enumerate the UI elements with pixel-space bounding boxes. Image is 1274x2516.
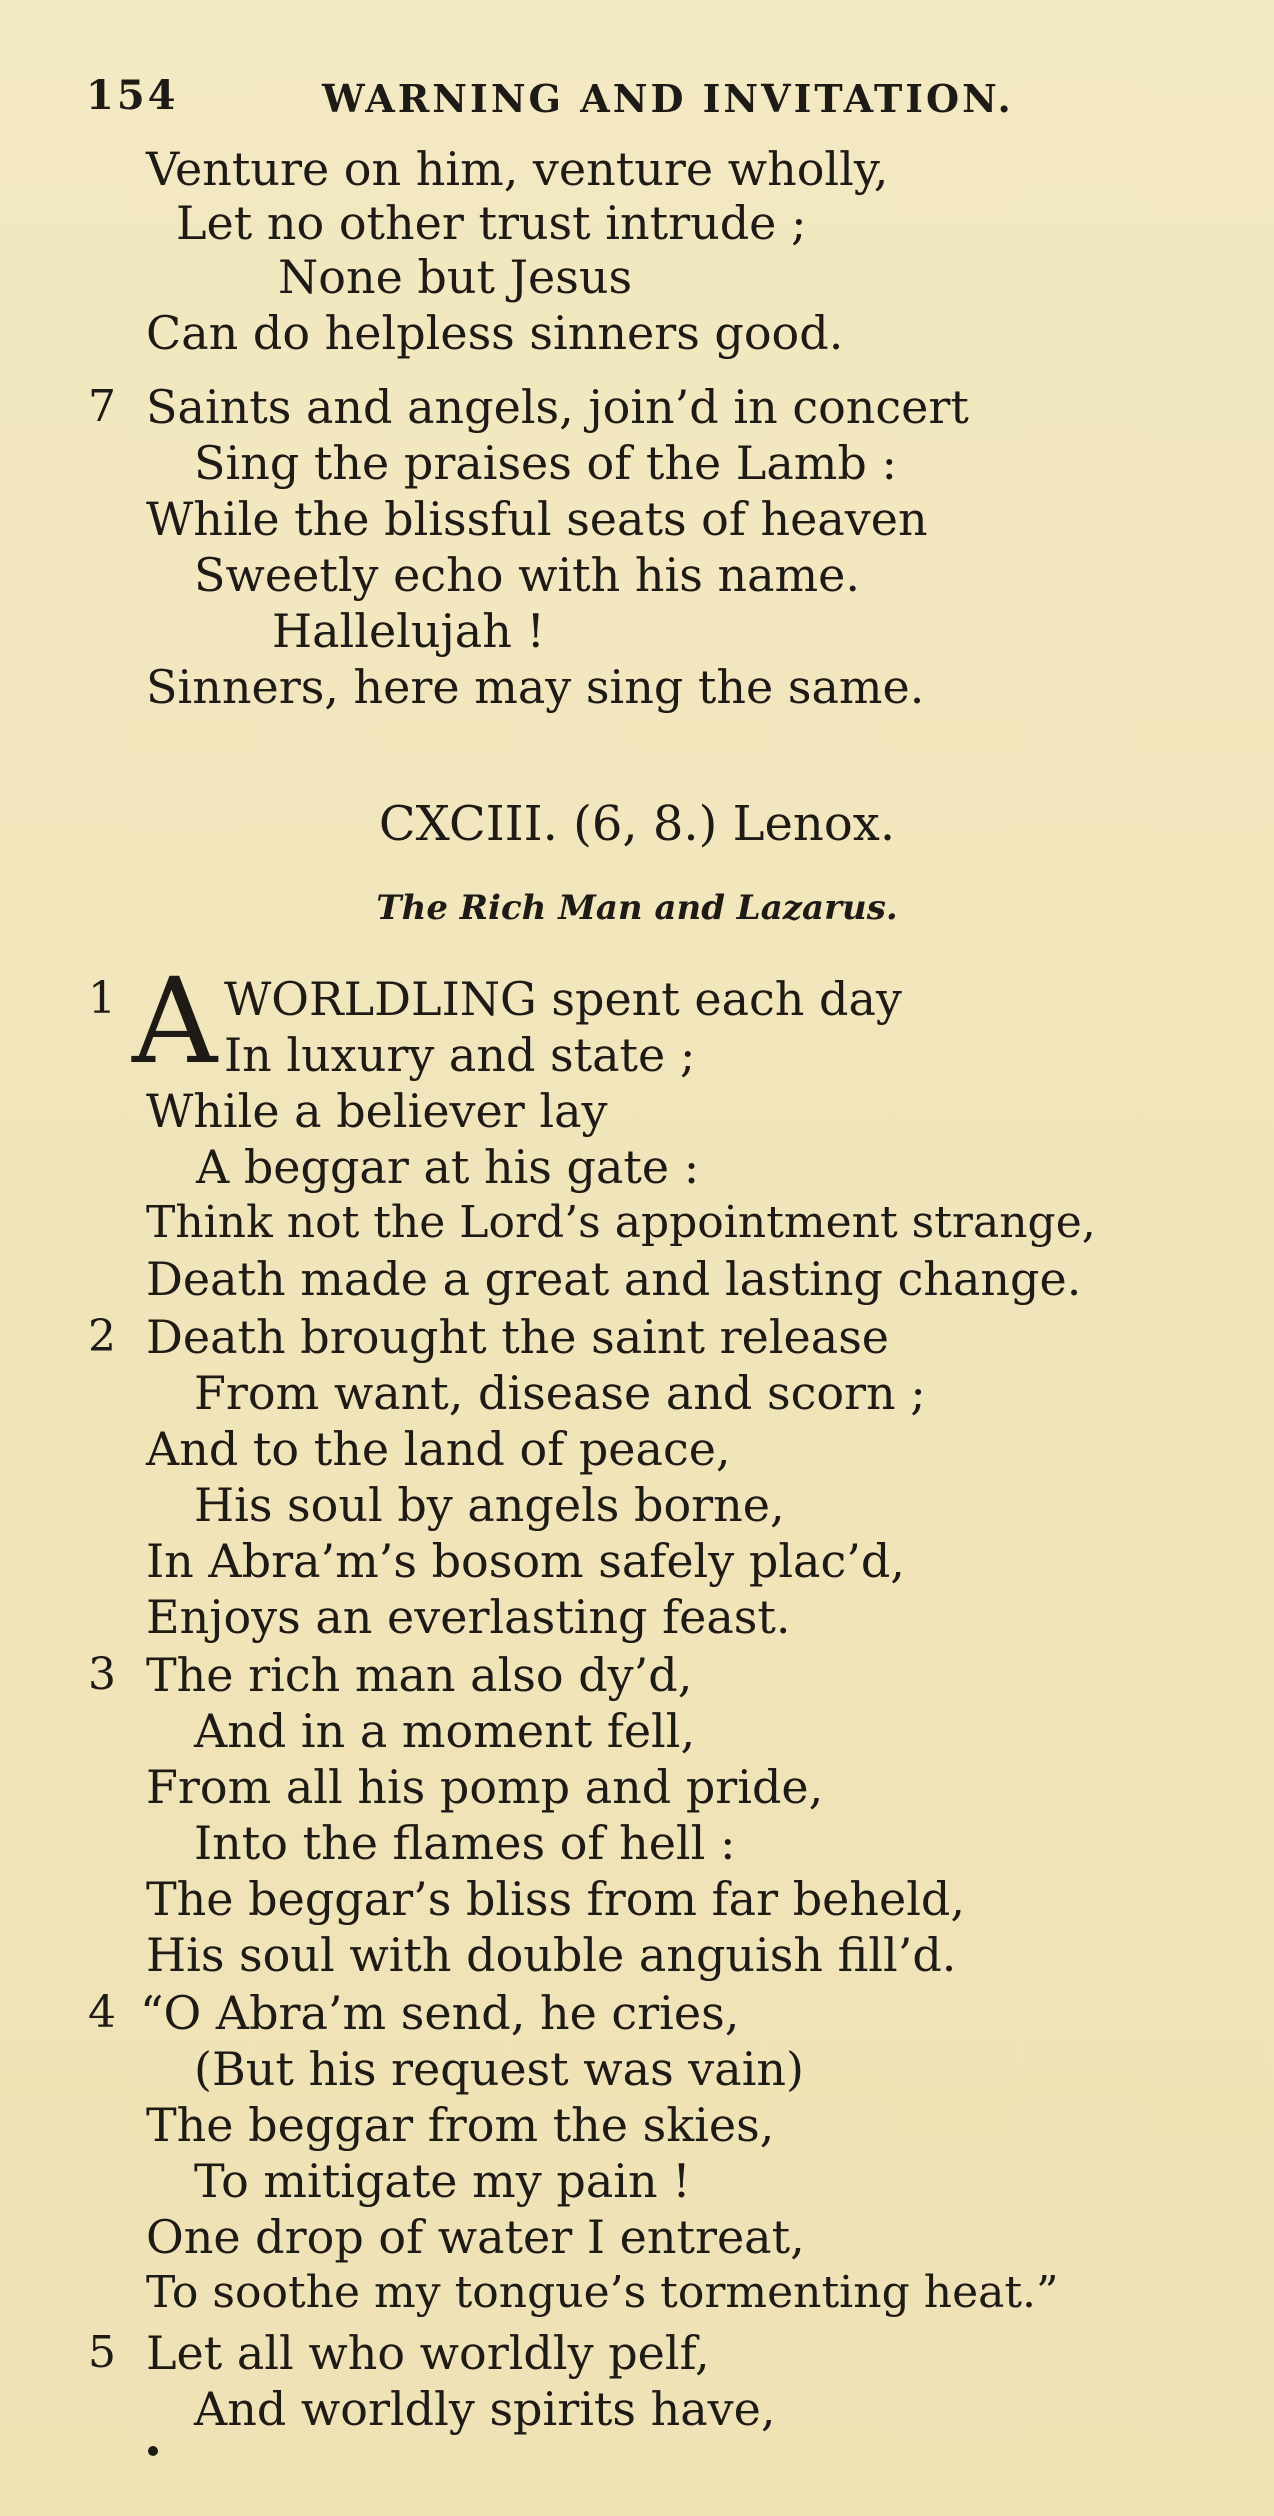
stanza-line: One drop of water I entreat, (146, 2210, 805, 2264)
stanza-line: His soul with double anguish fill’d. (146, 1928, 957, 1982)
running-title: WARNING AND INVITATION. (322, 76, 1014, 121)
stanza-line: Sing the praises of the Lamb : (194, 436, 897, 490)
stanza-line: His soul by angels borne, (194, 1478, 785, 1532)
stanza-line: In Abra’m’s bosom safely plac’d, (146, 1534, 905, 1588)
stanza-line: Death brought the saint release (146, 1310, 890, 1364)
stanza-line: And to the land of peace, (146, 1422, 731, 1476)
stanza-line: (But his request was vain) (194, 2042, 804, 2096)
stanza-line: The rich man also dy’d, (146, 1648, 693, 1702)
stanza-line: Hallelujah ! (272, 604, 545, 658)
page-number: 154 (86, 72, 179, 119)
verse-number: 5 (88, 2327, 116, 2378)
stanza-line: Saints and angels, join’d in concert (146, 380, 969, 434)
hymn-subtitle: The Rich Man and Lazarus. (376, 888, 898, 928)
stanza-line: To mitigate my pain ! (194, 2154, 691, 2208)
top-stanza-line: Can do helpless sinners good. (146, 306, 844, 360)
top-stanza-line: Let no other trust intrude ; (176, 196, 807, 250)
stanza-line: While a believer lay (146, 1084, 608, 1138)
stanza-line: From want, disease and scorn ; (194, 1366, 926, 1420)
stanza-line: A beggar at his gate : (196, 1140, 700, 1194)
verse-number: 4 (88, 1987, 116, 2038)
drop-cap: A (132, 952, 218, 1090)
stanza-line: Into the flames of hell : (194, 1816, 736, 1870)
stanza-line: In luxury and state ; (224, 1028, 696, 1082)
top-stanza-line: None but Jesus (278, 250, 633, 304)
ink-speck (148, 2446, 158, 2456)
stanza-line: The beggar from the skies, (146, 2098, 775, 2152)
verse-number: 2 (88, 1311, 116, 1362)
stanza-line: From all his pomp and pride, (146, 1760, 824, 1814)
stanza-line: Enjoys an everlasting feast. (146, 1590, 791, 1644)
stanza-line: To soothe my tongue’s tormenting heat.” (146, 2267, 1059, 2318)
stanza-line: While the blissful seats of heaven (146, 492, 928, 546)
verse-number: 1 (88, 973, 116, 1024)
page-header (86, 72, 1026, 132)
verse-number: 3 (88, 1649, 116, 1700)
stanza-line: Sweetly echo with his name. (194, 548, 860, 602)
stanza-line: And in a moment fell, (194, 1704, 696, 1758)
stanza-line: Death made a great and lasting change. (146, 1252, 1082, 1306)
verse-number: 7 (88, 381, 116, 432)
stanza-line: Think not the Lord’s appointment strange, (146, 1197, 1096, 1248)
stanza-line: Let all who worldly pelf, (146, 2326, 710, 2380)
hymn-heading: CXCIII. (6, 8.) Lenox. (378, 796, 896, 852)
top-stanza-line: Venture on him, venture wholly, (146, 142, 889, 196)
stanza-line: “O Abra’m send, he cries, (140, 1986, 740, 2040)
stanza-line: The beggar’s bliss from far beheld, (146, 1872, 965, 1926)
stanza-line: Sinners, here may sing the same. (146, 660, 925, 714)
stanza-line: WORLDLING spent each day (224, 972, 902, 1026)
stanza-line: And worldly spirits have, (194, 2382, 776, 2436)
